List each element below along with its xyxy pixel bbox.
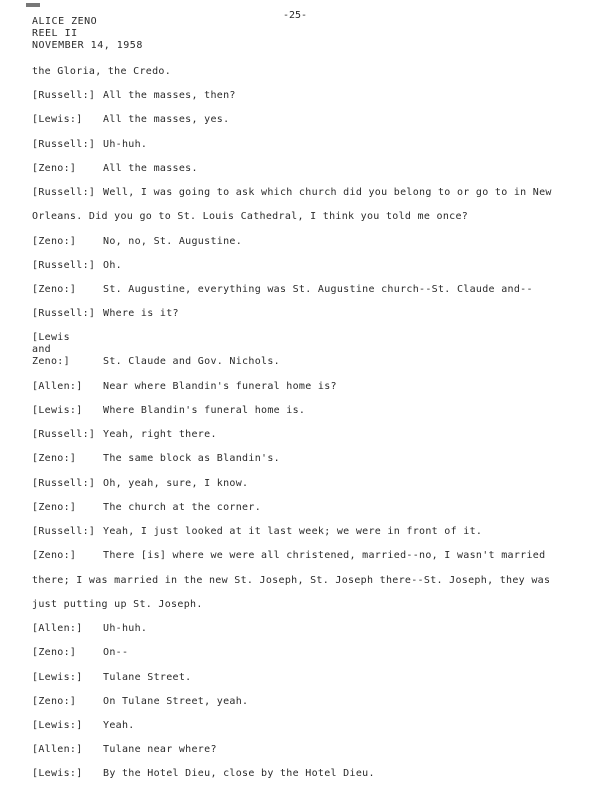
speaker-label: [Russell:] bbox=[32, 478, 96, 489]
speaker-label: [Zeno:] bbox=[32, 696, 77, 707]
speaker-label: [Russell:] bbox=[32, 187, 96, 198]
speaker-label: [Lewis:] bbox=[32, 114, 83, 125]
speaker-label: [Zeno:] bbox=[32, 550, 77, 561]
speaker-label: [Zeno:] bbox=[32, 502, 77, 513]
utterance: Yeah, I just looked at it last week; we were in front of it. bbox=[103, 526, 483, 537]
utterance: St. Augustine, everything was St. Augustine church--St. Claude and-- bbox=[103, 284, 533, 295]
speaker-label: [Zeno:] bbox=[32, 453, 77, 464]
utterance: Yeah. bbox=[103, 720, 135, 731]
continuation-line: just putting up St. Joseph. bbox=[32, 599, 203, 610]
utterance: St. Claude and Gov. Nichols. bbox=[103, 356, 280, 367]
utterance: Yeah, right there. bbox=[103, 429, 217, 440]
utterance: All the masses. bbox=[103, 163, 198, 174]
speaker-label: [Russell:] bbox=[32, 139, 96, 150]
speaker-label: [Zeno:] bbox=[32, 163, 77, 174]
speaker-label: [Lewis:] bbox=[32, 405, 83, 416]
utterance: Uh-huh. bbox=[103, 623, 148, 634]
speaker-label: [Lewis:] bbox=[32, 672, 83, 683]
speaker-label: [Lewis:] bbox=[32, 720, 83, 731]
continuation-line: the Gloria, the Credo. bbox=[32, 66, 172, 77]
header-reel: REEL II bbox=[32, 28, 78, 39]
continuation-line: there; I was married in the new St. Joseph, St. Joseph there--St. Joseph, they was bbox=[32, 575, 551, 586]
speaker-label: [Zeno:] bbox=[32, 647, 77, 658]
utterance: All the masses, yes. bbox=[103, 114, 230, 125]
utterance: By the Hotel Dieu, close by the Hotel Dieu. bbox=[103, 768, 375, 779]
speaker-label: [Russell:] bbox=[32, 526, 96, 537]
utterance: Tulane Street. bbox=[103, 672, 192, 683]
speaker-label: [Russell:] bbox=[32, 260, 96, 271]
speaker-label: [Russell:] bbox=[32, 429, 96, 440]
utterance: Well, I was going to ask which church did you belong to or go to in New bbox=[103, 187, 552, 198]
page-number: -25- bbox=[283, 10, 308, 21]
speaker-label: [Lewis:] bbox=[32, 768, 83, 779]
utterance: Oh, yeah, sure, I know. bbox=[103, 478, 249, 489]
utterance: There [is] where we were all christened, married--no, I wasn't married bbox=[103, 550, 546, 561]
speaker-label: [Allen:] bbox=[32, 381, 83, 392]
speaker-label: [Allen:] bbox=[32, 623, 83, 634]
utterance: All the masses, then? bbox=[103, 90, 236, 101]
continuation-line: Orleans. Did you go to St. Louis Cathedral, I think you told me once? bbox=[32, 211, 469, 222]
utterance: Where is it? bbox=[103, 308, 179, 319]
utterance: Where Blandin's funeral home is. bbox=[103, 405, 306, 416]
speaker-label: [Russell:] bbox=[32, 90, 96, 101]
speaker-label: [Allen:] bbox=[32, 744, 83, 755]
utterance: Oh. bbox=[103, 260, 122, 271]
utterance: Tulane near where? bbox=[103, 744, 217, 755]
speaker-label: [Lewis and Zeno:] bbox=[32, 332, 70, 367]
speaker-label: [Zeno:] bbox=[32, 284, 77, 295]
speaker-label: [Russell:] bbox=[32, 308, 96, 319]
utterance: No, no, St. Augustine. bbox=[103, 236, 243, 247]
utterance: Uh-huh. bbox=[103, 139, 148, 150]
utterance: On Tulane Street, yeah. bbox=[103, 696, 249, 707]
speaker-label: [Zeno:] bbox=[32, 236, 77, 247]
utterance: Near where Blandin's funeral home is? bbox=[103, 381, 337, 392]
utterance: On-- bbox=[103, 647, 129, 658]
utterance: The same block as Blandin's. bbox=[103, 453, 280, 464]
header-date: NOVEMBER 14, 1958 bbox=[32, 40, 143, 51]
header-name: ALICE ZENO bbox=[32, 16, 98, 27]
corner-mark bbox=[26, 3, 40, 7]
utterance: The church at the corner. bbox=[103, 502, 262, 513]
